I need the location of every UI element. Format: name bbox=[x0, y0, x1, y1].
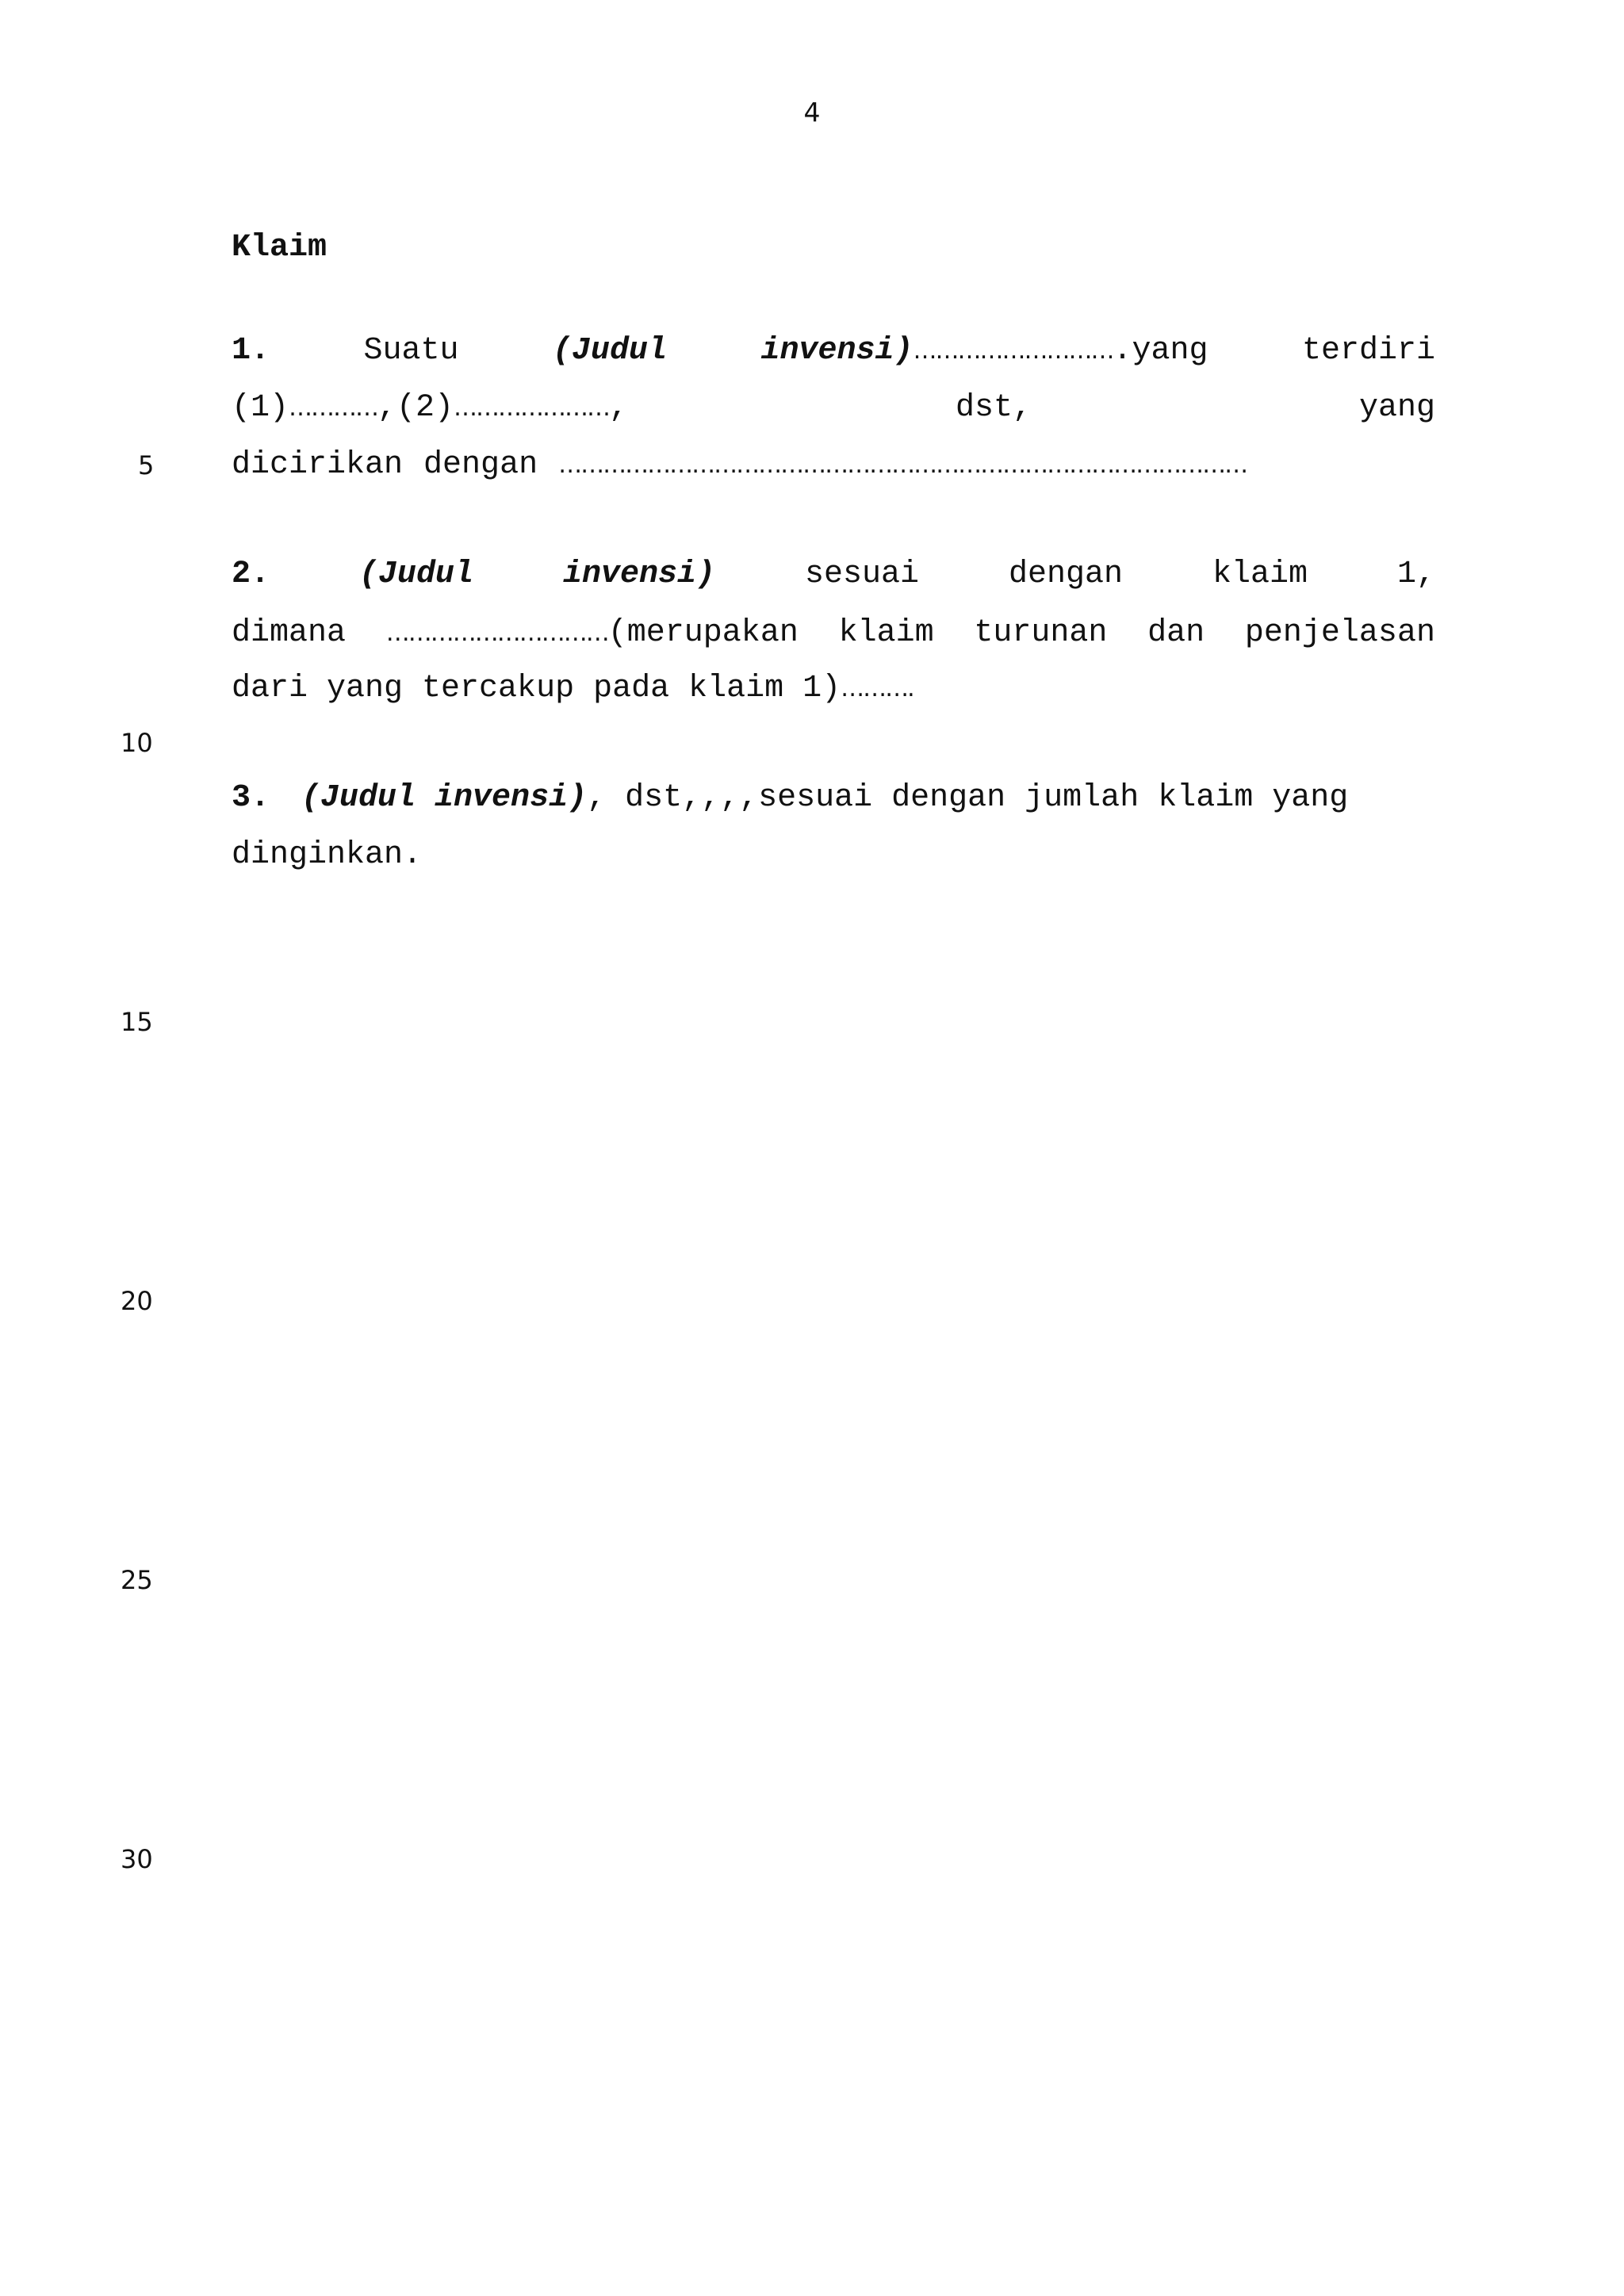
claim-text: dari yang tercakup pada klaim 1) bbox=[232, 671, 841, 706]
claim-text: dinginkan. bbox=[232, 837, 423, 873]
claim-word: klaim bbox=[838, 615, 934, 651]
claim-3-line-1 bbox=[232, 780, 1435, 816]
placeholder-dots: ……………………… bbox=[913, 337, 1113, 365]
claim-3-line-2 bbox=[232, 837, 1435, 873]
claim-1-line-1 bbox=[232, 333, 1435, 369]
invention-title: invensi) bbox=[760, 333, 914, 369]
claim-word: dst, bbox=[956, 390, 1032, 426]
claim-number: 3. bbox=[232, 780, 270, 816]
claim-word: 1, bbox=[1396, 557, 1435, 592]
claim-number: 2. bbox=[232, 557, 270, 592]
claim-word: sesuai bbox=[804, 557, 920, 592]
claim-word: .yang bbox=[1113, 333, 1208, 369]
line-number-30: 30 bbox=[121, 1844, 153, 1874]
claim-number: 1. bbox=[232, 333, 270, 369]
claim-1-line-2 bbox=[232, 390, 1435, 426]
invention-title: (Judul invensi) bbox=[301, 780, 588, 816]
invention-title: (Judul bbox=[358, 557, 474, 592]
invention-title: invensi) bbox=[562, 557, 716, 592]
placeholder-dots: ………………………………………………………………………………… bbox=[558, 451, 1247, 479]
placeholder-dots: ………………… bbox=[454, 394, 610, 422]
claim-1-line-3 bbox=[232, 447, 1435, 483]
line-number-25: 25 bbox=[121, 1565, 153, 1595]
claim-word: (1) bbox=[232, 390, 289, 426]
claim-word: klaim bbox=[1212, 557, 1308, 592]
line-number-10: 10 bbox=[121, 728, 153, 758]
claim-word: yang bbox=[1358, 390, 1435, 426]
line-number-5: 5 bbox=[138, 450, 155, 480]
claim-word: dan bbox=[1147, 615, 1205, 651]
claim-word: ,(2) bbox=[377, 390, 454, 426]
claim-2-line-3 bbox=[232, 671, 1435, 706]
claim-text: , dst,,,,sesuai dengan jumlah klaim yang bbox=[587, 780, 1349, 816]
claim-2-line-1 bbox=[232, 557, 1435, 592]
claim-2-line-2 bbox=[232, 615, 1435, 651]
invention-title: (Judul bbox=[552, 333, 667, 369]
claim-word: dimana bbox=[232, 615, 347, 651]
placeholder-dots: ………………………… bbox=[385, 619, 608, 647]
line-number-20: 20 bbox=[121, 1286, 153, 1316]
line-number-15: 15 bbox=[121, 1007, 153, 1037]
placeholder-dots: ………… bbox=[289, 394, 378, 422]
claim-word: (merupakan bbox=[607, 615, 799, 651]
placeholder-dots: ………. bbox=[841, 675, 914, 702]
claims-heading: Klaim bbox=[232, 230, 327, 266]
claim-word: dicirikan bbox=[232, 447, 404, 483]
claim-word: penjelasan bbox=[1244, 615, 1435, 651]
claim-word: dengan bbox=[1008, 557, 1124, 592]
claim-word: Suatu bbox=[363, 333, 459, 369]
page-number: 4 bbox=[803, 97, 821, 128]
claim-word: turunan bbox=[974, 615, 1108, 651]
claim-word: dengan bbox=[423, 447, 538, 483]
claim-word: , bbox=[609, 390, 629, 426]
claim-word: terdiri bbox=[1301, 333, 1435, 369]
